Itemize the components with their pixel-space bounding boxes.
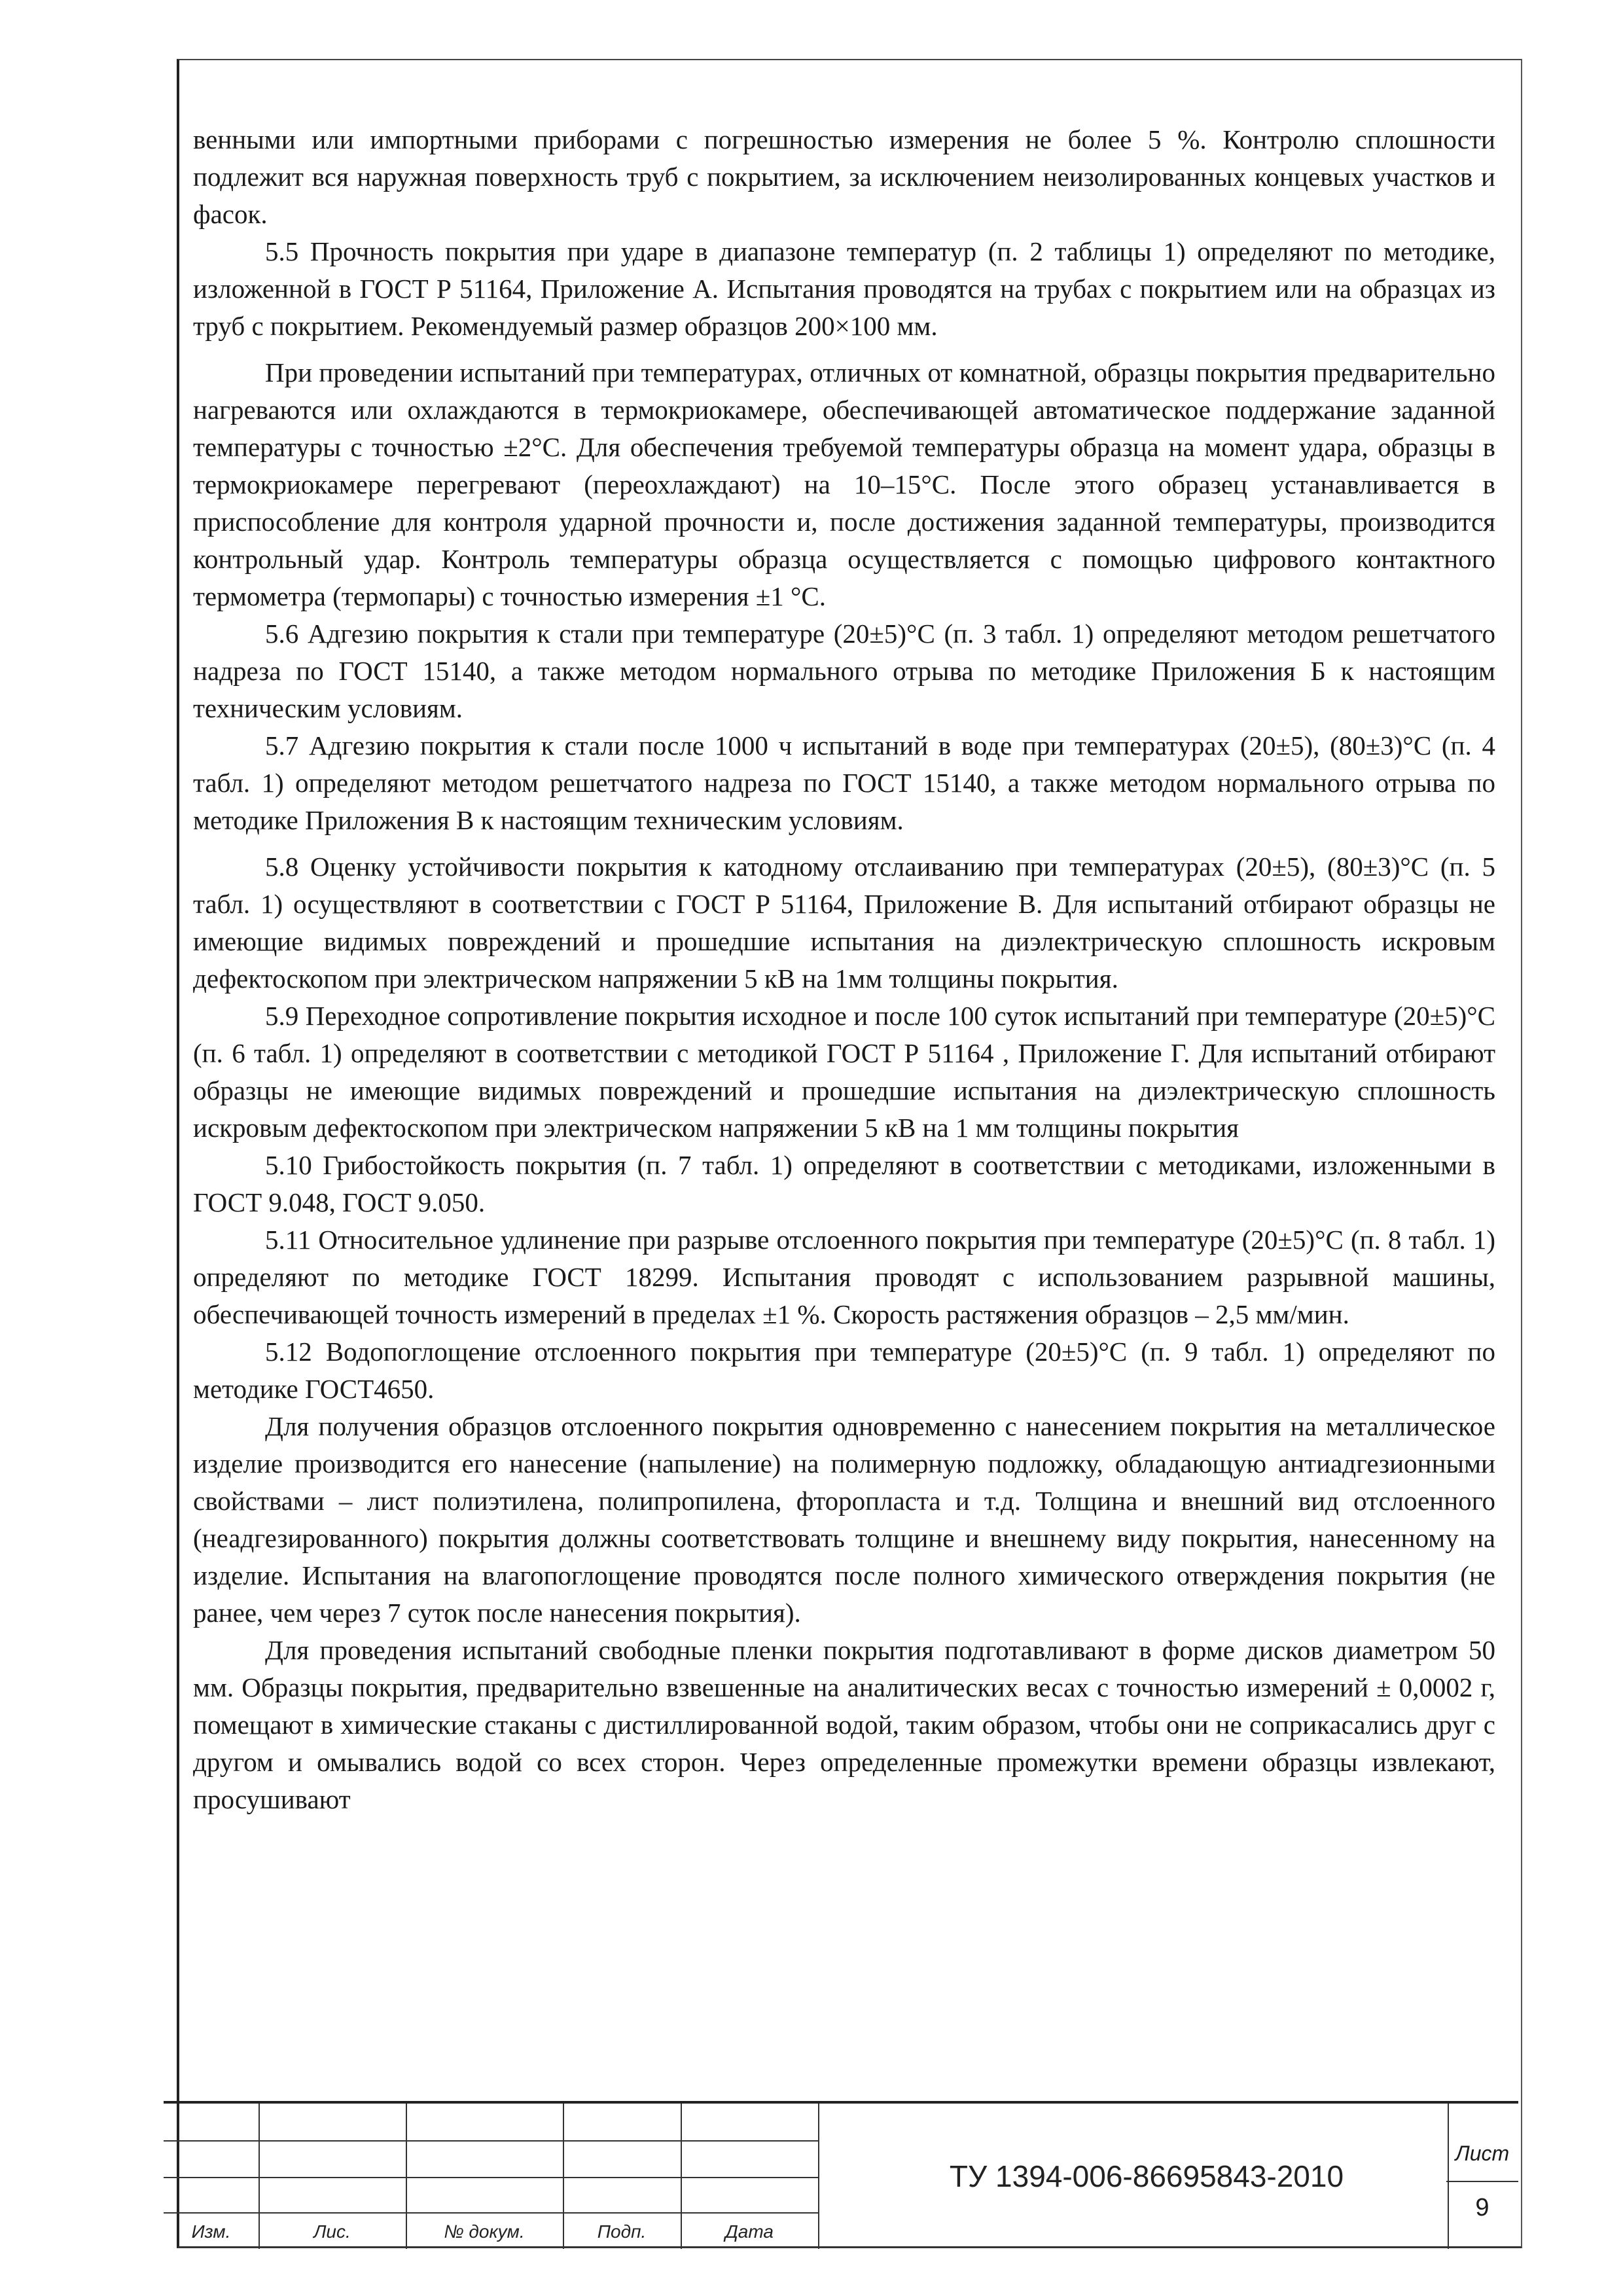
- paragraph: Для проведения испытаний свободные пленки покрытия подготавливают в форме дисков диаметром 50 мм. Образцы покрытия, предварительно взвешенные на аналитических весах с точностью измерений ± 0,0002 г, помещают в химические стаканы с дистиллированной водой, таким образом, чтобы они не соприкасались друг с другом и омывались водой со всех сторон. Через определенные промежутки времени образцы извлекают, просушивают: [193, 1635, 1495, 1814]
- paragraph: 5.7 Адгезию покрытия к стали после 1000 ч испытаний в воде при температурах (20±5), (80±3)°С (п. 4 табл. 1) определяют методом решетчатого надреза по ГОСТ 15140, а также методом нормального отрыва по методике Приложения В к настоящим техническим условиям.: [193, 730, 1495, 835]
- paragraph: 5.5 Прочность покрытия при ударе в диапазоне температур (п. 2 таблицы 1) определяют по методике, изложенной в ГОСТ Р 51164, Приложение А. Испытания проводятся на трубах с покрытием или на образцах из труб с покрытием. Рекомендуемый размер образцов 200×100 мм.: [193, 236, 1495, 341]
- sheet-label: Лист: [1446, 2142, 1518, 2182]
- document-number: ТУ 1394-006-86695843-2010: [949, 2159, 1344, 2193]
- paragraph: 5.12 Водопоглощение отслоенного покрытия при температуре (20±5)°С (п. 9 табл. 1) определяют по методике ГОСТ4650.: [193, 1336, 1495, 1404]
- revision-grid: [164, 2104, 818, 2249]
- paragraph: 5.6 Адгезию покрытия к стали при температуре (20±5)°С (п. 3 табл. 1) определяют методом решетчатого надреза по ГОСТ 15140, а также методом нормального отрыва по методике Приложения Б к настоящим техническим условиям.: [193, 619, 1495, 723]
- paragraph: 5.9 Переходное сопротивление покрытия исходное и после 100 суток испытаний при температуре (20±5)°С (п. 6 табл. 1) определяют в соответствии с методикой ГОСТ Р 51164 , Приложение Г. Для испытаний отбирают образцы не имеющие видимых повреждений и прошедшие испытания на диэлектрическую сплошность искровым дефектоскопом при электрическом напряжении 5 кВ на 1 мм толщины покрытия: [193, 1001, 1495, 1143]
- title-block: [164, 2101, 1518, 2249]
- paragraph: 5.8 Оценку устойчивости покрытия к катодному отслаиванию при температурах (20±5), (80±3)°С (п. 5 табл. 1) осуществляют в соответствии с ГОСТ Р 51164, Приложение В. Для испытаний отбирают образцы не имеющие видимых повреждений и прошедшие испытания на диэлектрическую сплошность искровым дефектоскопом при электрическом напряжении 5 кВ на 1мм толщины покрытия.: [193, 852, 1495, 994]
- sheet-cell: [1446, 2104, 1518, 2249]
- col-label-doc-no: № докум.: [444, 2221, 525, 2242]
- col-label-signature: Подп.: [597, 2221, 647, 2242]
- paragraph: При проведении испытаний при температурах, отличных от комнатной, образцы покрытия предварительно нагреваются или охлаждаются в термокриокамере, обеспечивающей автоматическое поддержание заданной температуры с точностью ±2°С. Для обеспечения требуемой температуры образца на момент удара, образцы в термокриокамере перегревают (переохлаждают) на 10–15°С. После этого образец устанавливается в приспособление для контроля ударной прочности и, после достижения заданной температуры, производится контрольный удар. Контроль температуры образца осуществляется с помощью цифрового контактного термометра (термопары) с точностью измерения ±1 °С.: [193, 357, 1495, 611]
- sheet-number: 9: [1475, 2194, 1489, 2221]
- col-label-date: Дата: [725, 2221, 774, 2242]
- paragraph: 5.11 Относительное удлинение при разрыве отслоенного покрытия при температуре (20±5)°С (п. 8 табл. 1) определяют по методике ГОСТ 18299. Испытания проводят с использованием разрывной машины, обеспечивающей точность измерений в пределах ±1 %. Скорость растяжения образцов – 2,5 мм/мин.: [193, 1225, 1495, 1329]
- document-body: [193, 121, 1495, 2058]
- col-label-sheet: Лис.: [313, 2221, 351, 2242]
- document-number-cell: [818, 2104, 1449, 2249]
- paragraph: Для получения образцов отслоенного покрытия одновременно с нанесением покрытия на металлическое изделие производится его нанесение (напыление) на полимерную подложку, обладающую антиадгезионными свойствами – лист полиэтилена, полипропилена, фторопласта и т.д. Толщина и внешний вид отслоенного (неадгезированного) покрытия должны соответствовать толщине и внешнему виду покрытия, нанесенному на изделие. Испытания на влагопоглощение проводятся после полного химического отверждения покрытия (не ранее, чем через 7 суток после нанесения покрытия).: [193, 1411, 1495, 1628]
- col-label-change: Изм.: [191, 2221, 231, 2242]
- paragraph: венными или импортными приборами с погрешностью измерения не более 5 %. Контролю сплошности подлежит вся наружная поверхность труб с покрытием, за исключением неизолированных концевых участков и фасок.: [193, 124, 1495, 229]
- paragraph: 5.10 Грибостойкость покрытия (п. 7 табл. 1) определяют в соответствии с методиками, изложенными в ГОСТ 9.048, ГОСТ 9.050.: [193, 1150, 1495, 1217]
